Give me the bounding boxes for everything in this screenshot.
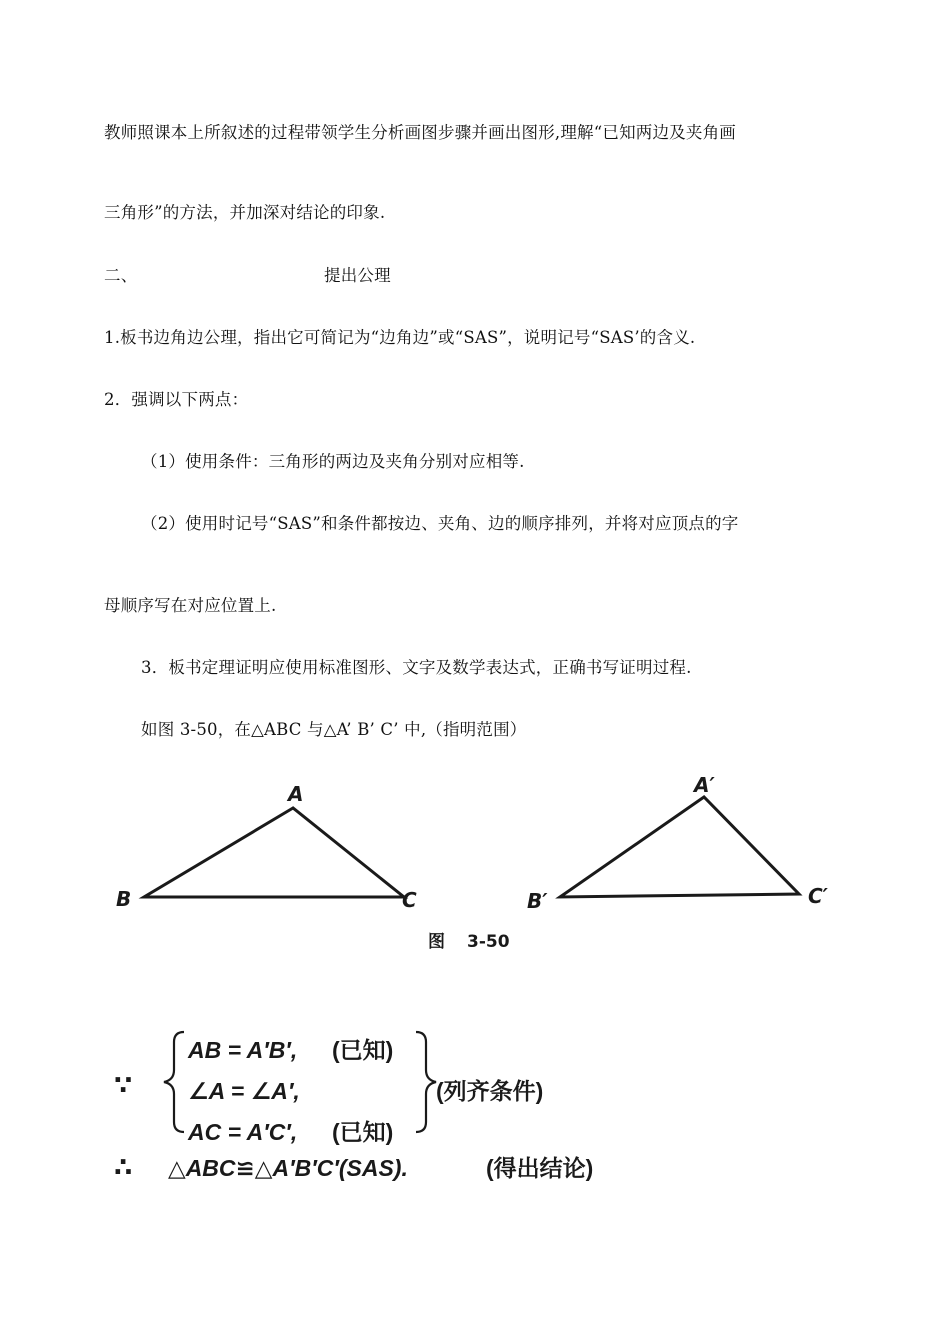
paragraph-5: （1）使用条件：三角形的两边及夹角分别对应相等. <box>141 452 525 471</box>
vertex-label-c-prime: C′ <box>808 884 828 908</box>
condition-3: AC = A′C′, <box>188 1119 298 1145</box>
paragraph-4: 2．强调以下两点： <box>104 390 249 409</box>
paragraph-9: 如图 3-50，在△ABC 与△A’ B’ C’ 中,（指明范围） <box>141 720 527 739</box>
left-brace <box>164 1032 184 1132</box>
conclusion: △ABC≌△A′B′C′(SAS). <box>168 1155 408 1181</box>
vertex-label-c: C <box>402 888 417 912</box>
condition-1: AB = A′B′, <box>188 1037 298 1063</box>
condition-1-note: (已知) <box>332 1037 394 1063</box>
section-number: 二、 <box>104 266 138 285</box>
paragraph-3: 1.板书边角边公理，指出它可简记为“边角边”或“SAS”，说明记号“SAS’的含义. <box>104 328 696 347</box>
because-symbol: ∵ <box>114 1071 133 1101</box>
brace-note: (列齐条件) <box>436 1078 544 1104</box>
vertex-label-a: A <box>288 782 304 806</box>
triangle-a-prime-b-prime-c-prime <box>560 797 799 897</box>
paragraph-1: 教师照课本上所叙述的过程带领学生分析画图步骤并画出图形,理解“已知两边及夹角画 <box>104 123 736 142</box>
vertex-label-b-prime: B′ <box>527 889 548 913</box>
paragraph-2: 三角形”的方法，并加深对结论的印象. <box>104 203 386 222</box>
proof-block <box>100 1020 660 1190</box>
paragraph-6: （2）使用时记号“SAS”和条件都按边、夹角、边的顺序排列，并将对应顶点的字 <box>141 514 739 533</box>
figure-caption-prefix: 图 <box>428 932 445 952</box>
section-title: 提出公理 <box>324 266 391 285</box>
vertex-label-b: B <box>116 887 132 911</box>
vertex-label-a-prime: A′ <box>694 773 715 797</box>
conclusion-note: (得出结论) <box>486 1155 594 1181</box>
therefore-symbol: ∴ <box>114 1153 133 1183</box>
condition-3-note: (已知) <box>332 1119 394 1145</box>
right-brace <box>416 1032 436 1132</box>
figure-3-50 <box>100 770 840 960</box>
paragraph-8: 3．板书定理证明应使用标准图形、文字及数学表达式，正确书写证明过程. <box>141 658 692 677</box>
condition-2: ∠A = ∠A′, <box>188 1078 300 1104</box>
paragraph-7: 母顺序写在对应位置上. <box>104 596 277 615</box>
figure-caption-number: 3-50 <box>467 932 510 952</box>
triangle-abc <box>144 808 404 897</box>
